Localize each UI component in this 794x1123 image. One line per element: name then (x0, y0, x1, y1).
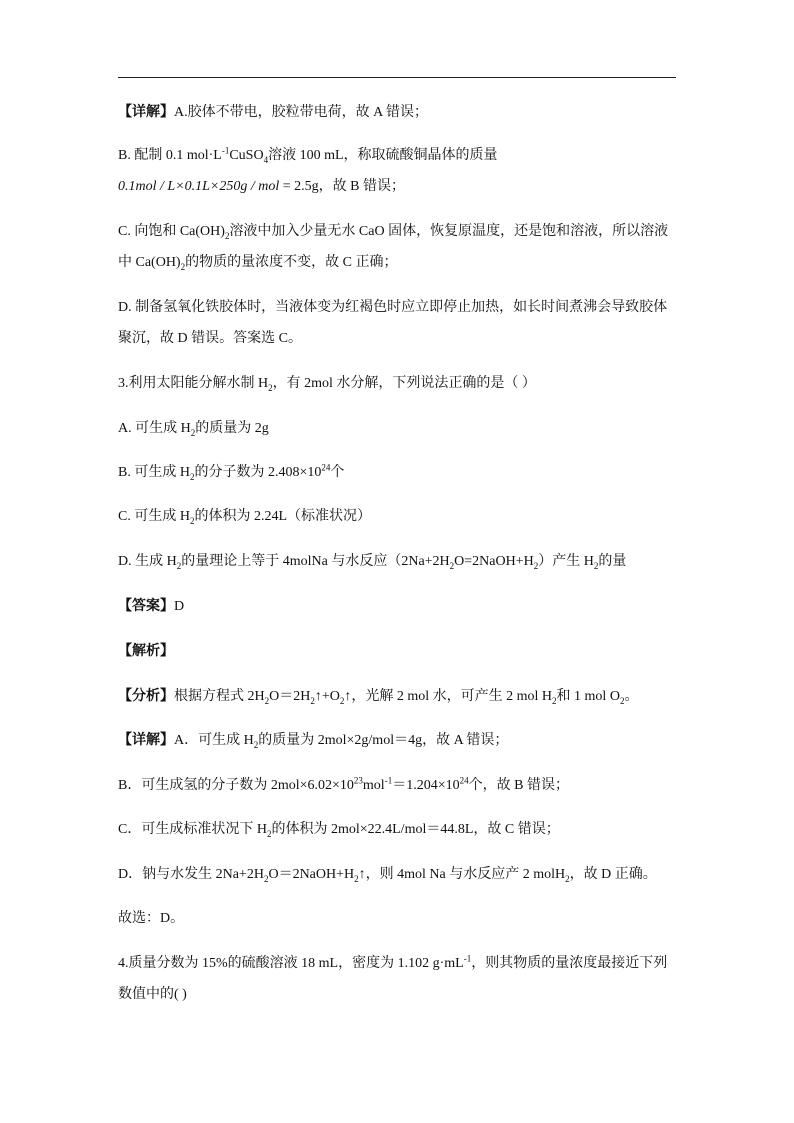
text-line (118, 955, 667, 973)
superscript: 24 (321, 462, 331, 473)
text-run: 的物质的量浓度不变，故 C 正确； (185, 255, 398, 270)
text-run: C．可生成标准状况下 H (118, 822, 267, 837)
text-run: 的体积为 2.24L（标准状况） (194, 509, 372, 524)
text-run: A．可生成 H (174, 733, 254, 748)
text-run: 的体积为 2mol×22.4L/mol＝44.8L，故 C 错误； (271, 822, 560, 837)
text-run: B．可生成氢的分子数为 2mol×6.02×10 (118, 778, 354, 793)
section-label: 【分析】 (118, 689, 174, 704)
text-line (118, 178, 405, 196)
subscript: 2 (263, 873, 269, 884)
subscript: 2 (593, 560, 599, 571)
text-run: D (174, 599, 185, 614)
text-run: C. 可生成 H (118, 509, 190, 524)
text-line (118, 147, 498, 165)
subscript: 2 (190, 427, 196, 438)
text-line (118, 910, 184, 928)
text-run: D．钠与水发生 2Na+2H (118, 867, 264, 882)
text-run: 的质量为 2mol×2g/mol＝4g，故 A 错误； (258, 733, 509, 748)
text-line (118, 104, 428, 122)
section-label: 【详解】 (118, 733, 174, 748)
subscript: 2 (552, 695, 557, 706)
text-run: 故选：D。 (118, 911, 185, 926)
text-line (118, 688, 638, 706)
text-run: ，故 D 正确。 (569, 867, 657, 882)
subscript: 2 (565, 873, 570, 884)
text-line (118, 464, 344, 482)
subscript: 2 (176, 560, 182, 571)
text-run: ，则其物质的量浓度最接近下列 (471, 956, 668, 971)
text-run: 的分子数为 2.408×10 (194, 465, 322, 480)
text-line (118, 777, 569, 795)
text-line (118, 254, 397, 272)
text-run: 的量理论上等于 4molNa 与水反应（2Na+2H (181, 554, 450, 569)
subscript: 4 (263, 154, 269, 165)
superscript: -1 (221, 145, 230, 156)
text-run: mol (362, 778, 385, 793)
superscript: 24 (459, 775, 469, 786)
text-run: 聚沉，故 D 错误。答案选 C。 (118, 331, 302, 346)
text-line (118, 643, 174, 661)
text-run: O＝2H (269, 689, 311, 704)
section-label: 【详解】 (118, 105, 174, 120)
text-run: ↑，光解 2 mol 水，可产生 2 mol H (344, 689, 553, 704)
text-run: ↑+O (314, 689, 340, 704)
text-run: 4.质量分数为 15%的硫酸溶液 18 mL，密度为 1.102 g·mL (118, 956, 464, 971)
header-rule (118, 77, 676, 78)
text-line (118, 223, 668, 241)
text-run: 3.利用太阳能分解水制 H (118, 376, 269, 391)
subscript: 2 (268, 382, 273, 393)
superscript: -1 (384, 775, 393, 786)
text-line (118, 821, 560, 839)
subscript: 2 (449, 560, 455, 571)
subscript: 2 (339, 695, 345, 706)
subscript: 2 (189, 471, 195, 482)
text-run: 和 1 mol O (556, 689, 620, 704)
text-line (118, 330, 302, 348)
subscript: 2 (619, 695, 625, 706)
subscript: 2 (264, 695, 270, 706)
text-run: B. 配制 0.1 mol·L (118, 148, 222, 163)
text-run: 溶液中加入少量无水 CaO 固体，恢复原温度，还是饱和溶液，所以溶液 (229, 224, 669, 239)
subscript: 2 (189, 515, 195, 526)
text-run: CuSO (229, 148, 264, 163)
text-run: B. 可生成 H (118, 465, 190, 480)
text-line (118, 299, 667, 317)
text-run: ，有 2mol 水分解，下列说法正确的是（ ） (272, 376, 536, 391)
text-run: D. 生成 H (118, 554, 177, 569)
text-run: 个，故 B 错误； (468, 778, 569, 793)
text-run: 的质量为 2g (195, 421, 269, 436)
subscript: 2 (266, 828, 272, 839)
text-run: 溶液 100 mL，称取硫酸铜晶体的质量 (268, 148, 498, 163)
text-line (118, 375, 536, 393)
text-run: 中 Ca(OH) (118, 255, 181, 270)
text-line (118, 986, 187, 1004)
subscript: 2 (533, 560, 539, 571)
text-run: A. 可生成 H (118, 421, 191, 436)
subscript: 2 (253, 739, 259, 750)
text-run: C. 向饱和 Ca(OH) (118, 224, 225, 239)
text-line (118, 420, 269, 438)
text-line (118, 598, 184, 616)
superscript: -1 (463, 953, 472, 964)
text-run: ）产生 H (538, 554, 594, 569)
text-run: ＝1.204×10 (392, 778, 460, 793)
text-run: 根据方程式 2H (174, 689, 265, 704)
text-run: ↑，则 4mol Na 与水反应产 2 molH (358, 867, 566, 882)
text-run: 的量 (598, 554, 627, 569)
text-run: 数值中的( ) (118, 987, 187, 1002)
text-line (118, 866, 657, 884)
section-label: 【解析】 (118, 644, 174, 659)
text-run: 0.1mol / L×0.1L×250g / mol (118, 179, 280, 194)
subscript: 2 (180, 261, 186, 272)
subscript: 2 (310, 695, 315, 706)
subscript: 2 (354, 873, 359, 884)
text-run: 个 (330, 465, 345, 480)
text-line (118, 553, 626, 571)
superscript: 23 (353, 775, 363, 786)
text-line (118, 732, 508, 750)
subscript: 2 (224, 230, 230, 241)
section-label: 【答案】 (118, 599, 174, 614)
text-run: A.胶体不带电，胶粒带电荷，故 A 错误； (174, 105, 428, 120)
text-run: O＝2NaOH+H (268, 867, 355, 882)
text-run: D. 制备氢氧化铁胶体时，当液体变为红褐色时应立即停止加热，如长时间煮沸会导致胶体 (118, 300, 668, 315)
text-line (118, 508, 371, 526)
text-run: 。 (624, 689, 639, 704)
text-run: = 2.5g，故 B 错误； (279, 179, 405, 194)
text-run: O=2NaOH+H (454, 554, 534, 569)
